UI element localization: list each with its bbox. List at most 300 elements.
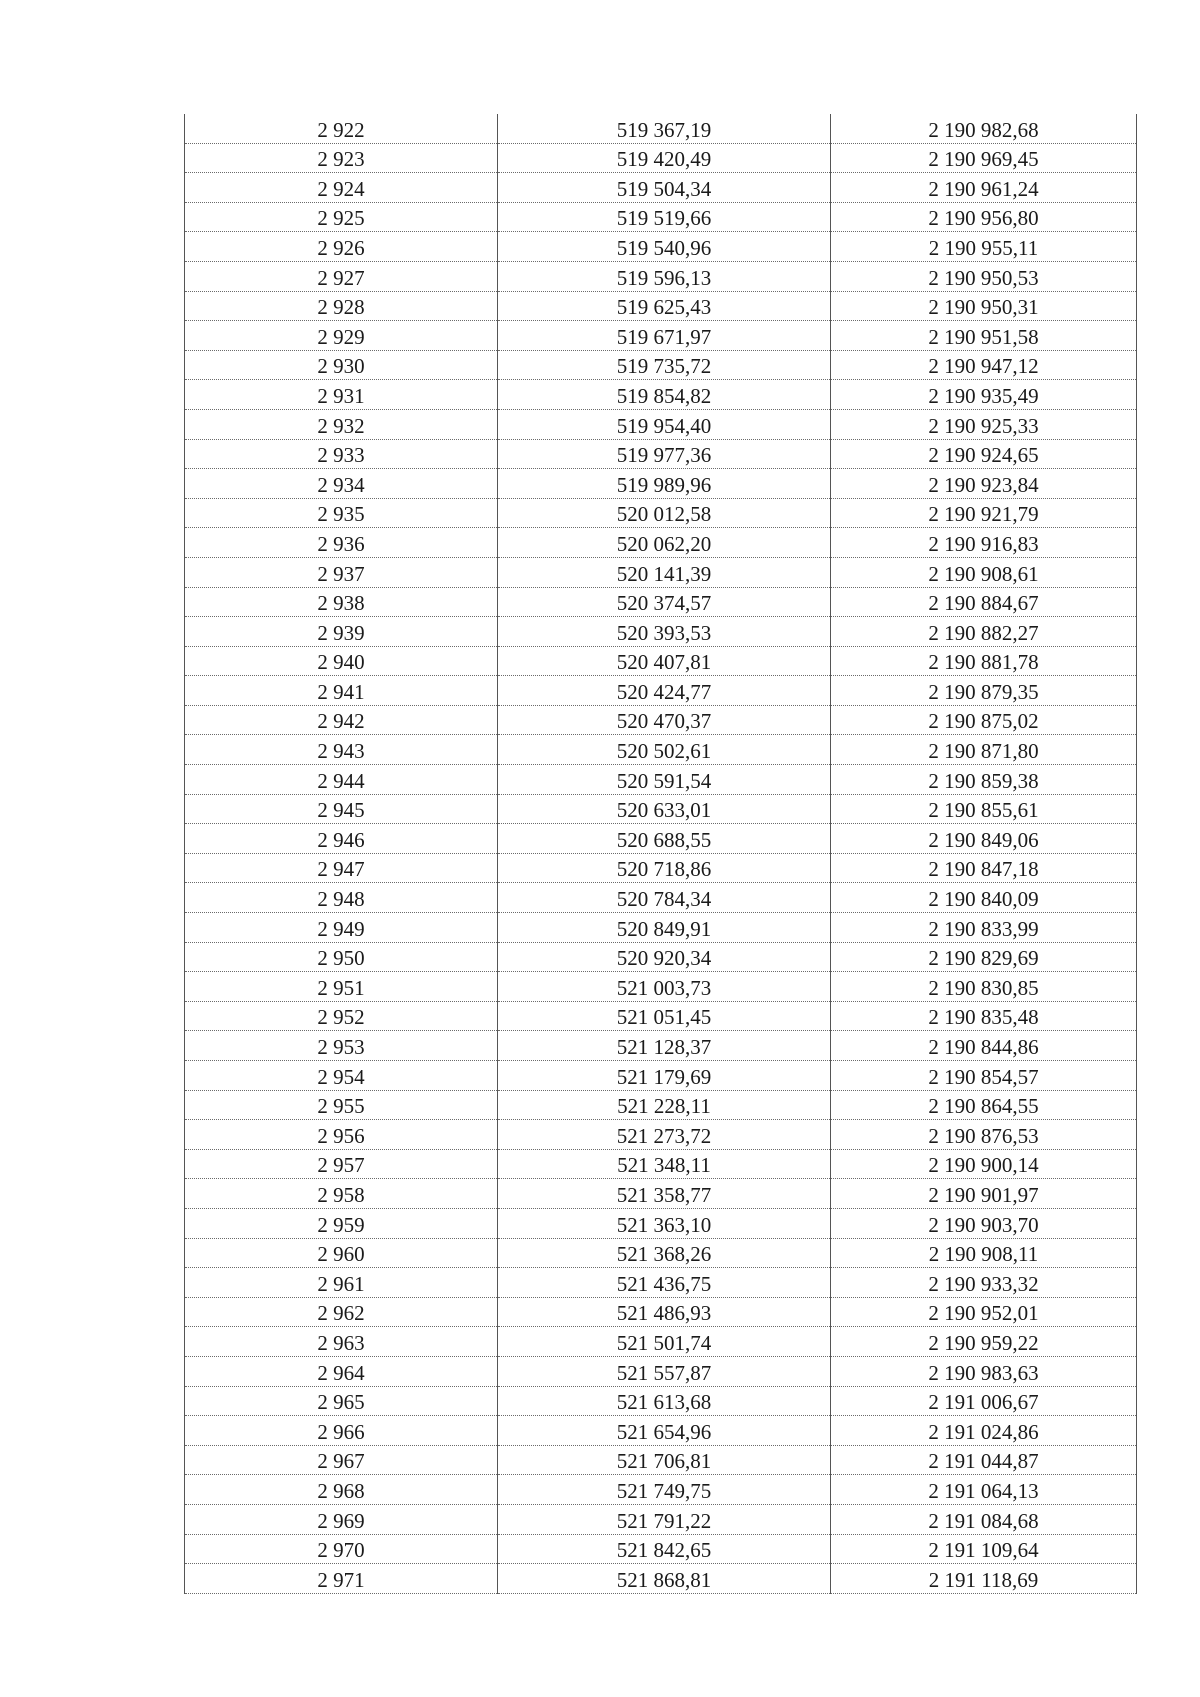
x-coordinate-cell <box>498 1179 831 1209</box>
x-coordinate-cell <box>498 202 831 232</box>
y-coordinate-cell <box>831 350 1137 380</box>
point-number-cell <box>185 676 498 706</box>
table-row <box>185 350 1137 380</box>
cell-text: 2 190 901,97 <box>928 1182 1039 1207</box>
table-row <box>185 1534 1137 1564</box>
point-number-cell <box>185 321 498 351</box>
cell-text: 2 931 <box>317 383 365 408</box>
x-coordinate-cell <box>498 735 831 765</box>
x-coordinate-cell <box>498 765 831 795</box>
cell-text: 2 190 951,58 <box>928 324 1039 349</box>
cell-text: 520 920,34 <box>616 946 712 971</box>
cell-text: 520 470,37 <box>616 709 712 734</box>
cell-text: 2 190 833,99 <box>928 916 1039 941</box>
cell-text: 2 952 <box>317 1005 365 1030</box>
y-coordinate-cell <box>831 1001 1137 1031</box>
cell-text: 2 190 864,55 <box>928 1094 1039 1119</box>
table-row <box>185 1031 1137 1061</box>
cell-text: 2 190 982,68 <box>928 117 1039 142</box>
point-number-cell <box>185 587 498 617</box>
y-coordinate-cell <box>831 1504 1137 1534</box>
x-coordinate-cell <box>498 1564 831 1594</box>
point-number-cell <box>185 557 498 587</box>
x-coordinate-cell <box>498 469 831 499</box>
cell-text: 520 141,39 <box>616 561 712 586</box>
point-number-cell <box>185 1416 498 1446</box>
cell-text: 2 941 <box>317 679 365 704</box>
table-row <box>185 1061 1137 1091</box>
y-coordinate-cell <box>831 913 1137 943</box>
cell-text: 2 190 871,80 <box>928 739 1039 764</box>
cell-text: 2 927 <box>317 265 365 290</box>
cell-text: 2 190 969,45 <box>928 147 1039 172</box>
cell-text: 2 190 921,79 <box>928 502 1039 527</box>
cell-text: 2 190 854,57 <box>928 1064 1039 1089</box>
cell-text: 2 190 849,06 <box>928 827 1039 852</box>
table-row <box>185 1297 1137 1327</box>
table-row <box>185 794 1137 824</box>
coordinates-table-body <box>185 114 1137 1593</box>
cell-text: 2 933 <box>317 443 365 468</box>
cell-text: 519 540,96 <box>616 235 712 260</box>
point-number-cell <box>185 1356 498 1386</box>
cell-text: 2 191 044,87 <box>928 1449 1039 1474</box>
x-coordinate-cell <box>498 1001 831 1031</box>
cell-text: 2 930 <box>317 354 365 379</box>
cell-text: 2 964 <box>317 1360 365 1385</box>
x-coordinate-cell <box>498 557 831 587</box>
table-row <box>185 646 1137 676</box>
cell-text: 2 943 <box>317 739 365 764</box>
cell-text: 2 190 923,84 <box>928 472 1039 497</box>
cell-text: 2 190 933,32 <box>928 1271 1039 1296</box>
x-coordinate-cell <box>498 173 831 203</box>
x-coordinate-cell <box>498 1031 831 1061</box>
y-coordinate-cell <box>831 232 1137 262</box>
cell-text: 2 190 844,86 <box>928 1035 1039 1059</box>
y-coordinate-cell <box>831 1356 1137 1386</box>
y-coordinate-cell <box>831 853 1137 883</box>
cell-text: 2 190 950,53 <box>928 265 1039 290</box>
cell-text: 519 519,66 <box>616 206 712 231</box>
y-coordinate-cell <box>831 1327 1137 1357</box>
table-row <box>185 1149 1137 1179</box>
table-row <box>185 498 1137 528</box>
point-number-cell <box>185 1001 498 1031</box>
cell-text: 2 191 109,64 <box>928 1538 1039 1563</box>
cell-text: 521 358,77 <box>616 1182 712 1207</box>
point-number-cell <box>185 1179 498 1209</box>
point-number-cell <box>185 143 498 173</box>
x-coordinate-cell <box>498 291 831 321</box>
point-number-cell <box>185 1238 498 1268</box>
cell-text: 521 557,87 <box>616 1360 712 1385</box>
table-row <box>185 853 1137 883</box>
table-row <box>185 1475 1137 1505</box>
cell-text: 520 062,20 <box>616 531 712 556</box>
x-coordinate-cell <box>498 972 831 1002</box>
cell-text: 521 791,22 <box>616 1508 712 1533</box>
cell-text: 2 968 <box>317 1478 365 1503</box>
cell-text: 2 190 847,18 <box>928 857 1039 882</box>
cell-text: 2 190 835,48 <box>928 1005 1039 1030</box>
cell-text: 2 924 <box>317 176 365 201</box>
point-number-cell <box>185 1149 498 1179</box>
y-coordinate-cell <box>831 321 1137 351</box>
y-coordinate-cell <box>831 587 1137 617</box>
x-coordinate-cell <box>498 232 831 262</box>
cell-text: 2 190 956,80 <box>928 206 1039 231</box>
table-row <box>185 587 1137 617</box>
y-coordinate-cell <box>831 1445 1137 1475</box>
cell-text: 520 393,53 <box>616 620 712 645</box>
y-coordinate-cell <box>831 676 1137 706</box>
point-number-cell <box>185 1208 498 1238</box>
table-row <box>185 173 1137 203</box>
point-number-cell <box>185 972 498 1002</box>
x-coordinate-cell <box>498 794 831 824</box>
cell-text: 2 190 884,67 <box>928 591 1039 616</box>
x-coordinate-cell <box>498 143 831 173</box>
table-row <box>185 202 1137 232</box>
y-coordinate-cell <box>831 409 1137 439</box>
cell-text: 2 191 024,86 <box>928 1419 1039 1444</box>
cell-text: 2 932 <box>317 413 365 438</box>
point-number-cell <box>185 1061 498 1091</box>
cell-text: 2 966 <box>317 1419 365 1444</box>
cell-text: 2 962 <box>317 1301 365 1326</box>
cell-text: 519 854,82 <box>616 383 712 408</box>
x-coordinate-cell <box>498 587 831 617</box>
table-row <box>185 1179 1137 1209</box>
y-coordinate-cell <box>831 1238 1137 1268</box>
cell-text: 2 190 950,31 <box>928 295 1039 320</box>
table-row <box>185 380 1137 410</box>
point-number-cell <box>185 942 498 972</box>
cell-text: 2 961 <box>317 1271 365 1296</box>
cell-text: 2 190 983,63 <box>928 1360 1039 1385</box>
table-row <box>185 942 1137 972</box>
cell-text: 2 956 <box>317 1123 365 1148</box>
point-number-cell <box>185 794 498 824</box>
cell-text: 520 784,34 <box>616 887 712 912</box>
x-coordinate-cell <box>498 1120 831 1150</box>
x-coordinate-cell <box>498 1238 831 1268</box>
cell-text: 2 191 006,67 <box>928 1390 1039 1415</box>
y-coordinate-cell <box>831 735 1137 765</box>
point-number-cell <box>185 617 498 647</box>
point-number-cell <box>185 824 498 854</box>
point-number-cell <box>185 409 498 439</box>
point-number-cell <box>185 765 498 795</box>
cell-text: 521 348,11 <box>617 1153 711 1178</box>
y-coordinate-cell <box>831 557 1137 587</box>
point-number-cell <box>185 291 498 321</box>
cell-text: 520 012,58 <box>616 502 712 527</box>
cell-text: 520 374,57 <box>616 591 712 616</box>
cell-text: 2 950 <box>317 946 365 971</box>
cell-text: 2 942 <box>317 709 365 734</box>
y-coordinate-cell <box>831 794 1137 824</box>
y-coordinate-cell <box>831 1268 1137 1298</box>
cell-text: 521 749,75 <box>616 1478 712 1503</box>
cell-text: 2 928 <box>317 295 365 320</box>
cell-text: 2 967 <box>317 1449 365 1474</box>
y-coordinate-cell <box>831 528 1137 558</box>
y-coordinate-cell <box>831 883 1137 913</box>
cell-text: 2 190 961,24 <box>928 176 1039 201</box>
point-number-cell <box>185 1445 498 1475</box>
cell-text: 520 688,55 <box>616 827 712 852</box>
cell-text: 2 940 <box>317 650 365 675</box>
table-row <box>185 1208 1137 1238</box>
cell-text: 2 926 <box>317 235 365 260</box>
point-number-cell <box>185 1031 498 1061</box>
y-coordinate-cell <box>831 765 1137 795</box>
table-row <box>185 617 1137 647</box>
table-row <box>185 143 1137 173</box>
cell-text: 2 190 859,38 <box>928 768 1039 793</box>
table-row <box>185 1090 1137 1120</box>
cell-text: 2 944 <box>317 768 365 793</box>
cell-text: 2 951 <box>317 975 365 1000</box>
point-number-cell <box>185 232 498 262</box>
x-coordinate-cell <box>498 439 831 469</box>
cell-text: 2 190 924,65 <box>928 443 1039 468</box>
cell-text: 2 959 <box>317 1212 365 1237</box>
table-row <box>185 824 1137 854</box>
y-coordinate-cell <box>831 824 1137 854</box>
table-row <box>185 765 1137 795</box>
point-number-cell <box>185 1090 498 1120</box>
point-number-cell <box>185 528 498 558</box>
table-row <box>185 1416 1137 1446</box>
cell-text: 519 596,13 <box>616 265 712 290</box>
cell-text: 521 654,96 <box>616 1419 712 1444</box>
point-number-cell <box>185 735 498 765</box>
table-row <box>185 1356 1137 1386</box>
cell-text: 521 363,10 <box>616 1212 712 1237</box>
cell-text: 519 625,43 <box>616 295 712 320</box>
cell-text: 2 953 <box>317 1035 365 1059</box>
x-coordinate-cell <box>498 1268 831 1298</box>
cell-text: 2 190 955,11 <box>928 235 1039 260</box>
table-row <box>185 735 1137 765</box>
cell-text: 2 946 <box>317 827 365 852</box>
point-number-cell <box>185 1534 498 1564</box>
point-number-cell <box>185 173 498 203</box>
cell-text: 520 407,81 <box>616 650 712 675</box>
y-coordinate-cell <box>831 1534 1137 1564</box>
table-row <box>185 1001 1137 1031</box>
x-coordinate-cell <box>498 853 831 883</box>
cell-text: 2 929 <box>317 324 365 349</box>
point-number-cell <box>185 1297 498 1327</box>
cell-text: 519 367,19 <box>616 117 712 142</box>
x-coordinate-cell <box>498 380 831 410</box>
table-row <box>185 705 1137 735</box>
x-coordinate-cell <box>498 1475 831 1505</box>
cell-text: 2 190 882,27 <box>928 620 1039 645</box>
cell-text: 519 504,34 <box>616 176 712 201</box>
point-number-cell <box>185 1564 498 1594</box>
table-row <box>185 469 1137 499</box>
cell-text: 521 868,81 <box>616 1567 712 1592</box>
x-coordinate-cell <box>498 498 831 528</box>
cell-text: 2 957 <box>317 1153 365 1178</box>
cell-text: 2 190 855,61 <box>928 798 1039 823</box>
cell-text: 521 179,69 <box>616 1064 712 1089</box>
y-coordinate-cell <box>831 291 1137 321</box>
cell-text: 2 958 <box>317 1182 365 1207</box>
cell-text: 2 191 084,68 <box>928 1508 1039 1533</box>
cell-text: 2 190 900,14 <box>928 1153 1039 1178</box>
table-row <box>185 883 1137 913</box>
cell-text: 2 938 <box>317 591 365 616</box>
cell-text: 2 925 <box>317 206 365 231</box>
cell-text: 519 671,97 <box>616 324 712 349</box>
cell-text: 519 977,36 <box>616 443 712 468</box>
cell-text: 2 190 947,12 <box>928 354 1039 379</box>
cell-text: 2 190 879,35 <box>928 679 1039 704</box>
point-number-cell <box>185 1327 498 1357</box>
point-number-cell <box>185 202 498 232</box>
point-number-cell <box>185 469 498 499</box>
table-row <box>185 1120 1137 1150</box>
cell-text: 519 989,96 <box>616 472 712 497</box>
cell-text: 2 190 935,49 <box>928 383 1039 408</box>
y-coordinate-cell <box>831 173 1137 203</box>
x-coordinate-cell <box>498 1416 831 1446</box>
y-coordinate-cell <box>831 143 1137 173</box>
x-coordinate-cell <box>498 528 831 558</box>
cell-text: 2 935 <box>317 502 365 527</box>
cell-text: 2 190 829,69 <box>928 946 1039 971</box>
table-row <box>185 261 1137 291</box>
cell-text: 2 190 903,70 <box>928 1212 1039 1237</box>
cell-text: 2 923 <box>317 147 365 172</box>
cell-text: 520 718,86 <box>616 857 712 882</box>
point-number-cell <box>185 498 498 528</box>
cell-text: 521 486,93 <box>616 1301 712 1326</box>
y-coordinate-cell <box>831 1061 1137 1091</box>
y-coordinate-cell <box>831 1149 1137 1179</box>
x-coordinate-cell <box>498 1149 831 1179</box>
cell-text: 2 922 <box>317 117 365 142</box>
cell-text: 520 502,61 <box>616 739 712 764</box>
y-coordinate-cell <box>831 439 1137 469</box>
cell-text: 2 971 <box>317 1567 365 1592</box>
point-number-cell <box>185 261 498 291</box>
cell-text: 2 190 925,33 <box>928 413 1039 438</box>
cell-text: 2 190 916,83 <box>928 531 1039 556</box>
table-row <box>185 439 1137 469</box>
table-row <box>185 972 1137 1002</box>
point-number-cell <box>185 1504 498 1534</box>
cell-text: 2 945 <box>317 798 365 823</box>
cell-text: 2 190 959,22 <box>928 1330 1039 1355</box>
cell-text: 521 436,75 <box>616 1271 712 1296</box>
table-row <box>185 1268 1137 1298</box>
cell-text: 520 591,54 <box>616 768 712 793</box>
cell-text: 2 191 064,13 <box>928 1478 1039 1503</box>
cell-text: 2 939 <box>317 620 365 645</box>
point-number-cell <box>185 350 498 380</box>
y-coordinate-cell <box>831 972 1137 1002</box>
x-coordinate-cell <box>498 409 831 439</box>
cell-text: 2 965 <box>317 1390 365 1415</box>
cell-text: 521 368,26 <box>616 1242 712 1267</box>
cell-text: 520 849,91 <box>616 916 712 941</box>
y-coordinate-cell <box>831 1031 1137 1061</box>
table-row <box>185 1564 1137 1594</box>
cell-text: 2 936 <box>317 531 365 556</box>
table-row <box>185 528 1137 558</box>
cell-text: 2 190 908,61 <box>928 561 1039 586</box>
table-row <box>185 676 1137 706</box>
cell-text: 2 190 875,02 <box>928 709 1039 734</box>
table-row <box>185 913 1137 943</box>
table-row <box>185 1386 1137 1416</box>
cell-text: 521 051,45 <box>616 1005 712 1030</box>
point-number-cell <box>185 913 498 943</box>
x-coordinate-cell <box>498 321 831 351</box>
cell-text: 521 128,37 <box>616 1035 712 1059</box>
cell-text: 519 735,72 <box>616 354 712 379</box>
cell-text: 2 190 876,53 <box>928 1123 1039 1148</box>
x-coordinate-cell <box>498 646 831 676</box>
cell-text: 2 190 908,11 <box>928 1242 1039 1267</box>
cell-text: 2 955 <box>317 1094 365 1119</box>
cell-text: 2 934 <box>317 472 365 497</box>
point-number-cell <box>185 646 498 676</box>
x-coordinate-cell <box>498 1061 831 1091</box>
cell-text: 2 190 952,01 <box>928 1301 1039 1326</box>
cell-text: 2 190 840,09 <box>928 887 1039 912</box>
point-number-cell <box>185 705 498 735</box>
x-coordinate-cell <box>498 1386 831 1416</box>
point-number-cell <box>185 439 498 469</box>
x-coordinate-cell <box>498 1327 831 1357</box>
point-number-cell <box>185 1386 498 1416</box>
point-number-cell <box>185 1120 498 1150</box>
x-coordinate-cell <box>498 617 831 647</box>
x-coordinate-cell <box>498 1504 831 1534</box>
y-coordinate-cell <box>831 469 1137 499</box>
table-row <box>185 409 1137 439</box>
point-number-cell <box>185 1475 498 1505</box>
x-coordinate-cell <box>498 1356 831 1386</box>
y-coordinate-cell <box>831 1297 1137 1327</box>
y-coordinate-cell <box>831 1386 1137 1416</box>
cell-text: 2 954 <box>317 1064 365 1089</box>
y-coordinate-cell <box>831 261 1137 291</box>
cell-text: 2 960 <box>317 1242 365 1267</box>
x-coordinate-cell <box>498 1534 831 1564</box>
x-coordinate-cell <box>498 883 831 913</box>
x-coordinate-cell <box>498 913 831 943</box>
x-coordinate-cell <box>498 705 831 735</box>
y-coordinate-cell <box>831 1090 1137 1120</box>
table-row <box>185 321 1137 351</box>
y-coordinate-cell <box>831 1208 1137 1238</box>
table-row <box>185 291 1137 321</box>
cell-text: 2 190 881,78 <box>928 650 1039 675</box>
cell-text: 2 949 <box>317 916 365 941</box>
cell-text: 2 970 <box>317 1538 365 1563</box>
point-number-cell <box>185 883 498 913</box>
y-coordinate-cell <box>831 1120 1137 1150</box>
